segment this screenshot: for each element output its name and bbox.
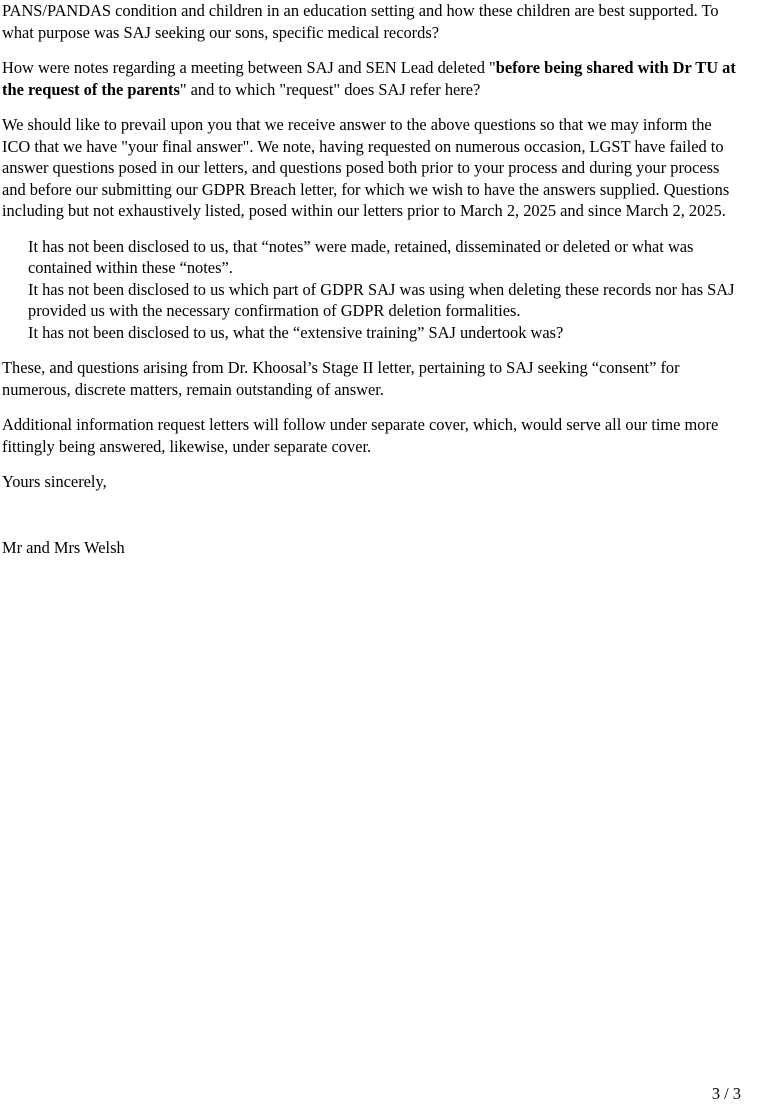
closing-text: Yours sincerely, (2, 472, 107, 491)
paragraph-1 (2, 0, 737, 43)
list-item (28, 236, 737, 279)
closing-line (2, 471, 737, 493)
signature-space (2, 493, 737, 537)
list-item (28, 279, 737, 322)
list-item-text: It has not been disclosed to us, that “notes” were made, retained, disseminated or deleted or what was contained within these “notes”. (28, 236, 694, 277)
paragraph-1-text: PANS/PANDAS condition and children in an education setting and how these children are best supported. To what purpose was SAJ seeking our sons, specific medical records? (2, 1, 719, 42)
signature-text: Mr and Mrs Welsh (2, 537, 125, 557)
paragraph-5-text: Additional information request letters will follow under separate cover, which, would serve all our time more fittingly being answered, likewise, under separate cover. (2, 415, 719, 456)
list-item (28, 322, 737, 344)
paragraph-2-text-part-2: " and to which "request" does SAJ refer here? (179, 79, 481, 99)
paragraph-4-text: These, and questions arising from Dr. Khoosal’s Stage II letter, pertaining to SAJ seeking “consent” for numerous, discrete matters, remain outstanding of answer. (2, 358, 680, 399)
paragraph-2-text-bold: before being shared with Dr TU at the request of the parents (2, 58, 736, 99)
page-number (712, 1084, 741, 1104)
paragraph-2-text-part-1: How were notes regarding a meeting between SAJ and SEN Lead deleted " (2, 58, 496, 77)
page-number-text: 3 / 3 (711, 1084, 741, 1103)
paragraph-3-text: We should like to prevail upon you that we receive answer to the above questions so that we may inform the ICO that we have "your final answer". We note, having requested on numerous occasion, LGST have failed to answer questions posed in our letters, and questions posed both prior to your process and during your process and before our submitting our GDPR Breach letter, for which we wish to have the answers supplied. Questions including but not exhaustively listed, posed within our letters prior to March 2, 2025 and since March 2, 2025. (2, 115, 730, 220)
paragraph-5 (2, 414, 737, 457)
list-item-text: It has not been disclosed to us, what the “extensive training” SAJ undertook was? (28, 322, 564, 342)
paragraph-2 (2, 57, 737, 100)
paragraph-4 (2, 357, 737, 400)
paragraph-3 (2, 114, 737, 222)
list-item-text: It has not been disclosed to us which part of GDPR SAJ was using when deleting these records nor has SAJ provided us with the necessary confirmation of GDPR deletion formalities. (28, 279, 735, 320)
signature-line (2, 537, 737, 559)
outstanding-questions-list (2, 236, 737, 344)
